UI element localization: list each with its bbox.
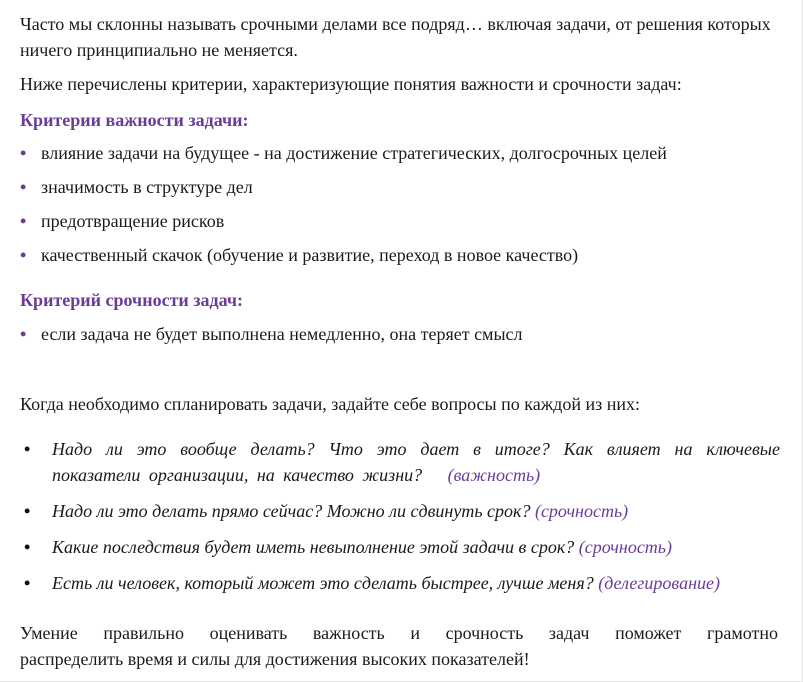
bullet-icon: • [20, 211, 27, 231]
list-item [20, 208, 667, 234]
bullet-icon: • [20, 143, 27, 163]
question-text: Какие последствия будет иметь невыполнение этой задачи в срок? [52, 537, 575, 557]
question-item [20, 534, 780, 560]
bullet-icon: • [24, 501, 31, 521]
intro-paragraph: Часто мы склонны называть срочными делами все подряд… включая задачи, от решения которых ничего принципиально не меняется. [20, 14, 771, 60]
bullet-icon: • [20, 324, 27, 344]
bullet-icon: • [20, 177, 27, 197]
list-item-text: предотвращение рисков [41, 211, 225, 231]
question-tag: (важность) [447, 465, 541, 485]
question-tag: (делегирование) [598, 573, 721, 593]
question-text: Есть ли человек, который может это сделать быстрее, лучше меня? [52, 573, 594, 593]
questions-intro-paragraph: Когда необходимо спланировать задачи, задайте себе вопросы по каждой из них: [20, 394, 640, 414]
question-text: Надо ли это вообще делать? Что это дает в итоге? Как влияет на ключевые показатели организации, на качество жизни? [52, 439, 780, 485]
question-text-wrap [52, 436, 780, 488]
question-text: Надо ли это делать прямо сейчас? Можно ли сдвинуть срок? [52, 501, 531, 521]
criteria-intro-paragraph: Ниже перечислены критерии, характеризующие понятия важности и срочности задач: [20, 74, 682, 94]
bullet-icon: • [24, 537, 31, 557]
bullet-icon: • [24, 439, 31, 459]
conclusion-line-2: распределить время и силы для достижения высоких показателей! [20, 649, 530, 669]
question-item [20, 570, 780, 596]
importance-criteria-heading: Критерии важности задачи: [20, 110, 249, 130]
list-item [20, 321, 523, 347]
conclusion-paragraph [20, 620, 778, 672]
list-item-text: качественный скачок (обучение и развитие, переход в новое качество) [41, 245, 579, 265]
question-tag: (срочность) [534, 501, 629, 521]
list-item [20, 140, 667, 166]
urgency-criteria-list [20, 321, 523, 355]
question-tag: (срочность) [578, 537, 672, 557]
list-item-text: влияние задачи на будущее - на достижение стратегических, долгосрочных целей [41, 143, 667, 163]
list-item-text: если задача не будет выполнена немедленно, она теряет смысл [41, 324, 523, 344]
list-item-text: значимость в структуре дел [41, 177, 253, 197]
list-item [20, 242, 667, 268]
bullet-icon: • [20, 245, 27, 265]
list-item [20, 174, 667, 200]
question-item [20, 498, 780, 524]
urgency-criteria-heading: Критерий срочности задач: [20, 290, 244, 310]
conclusion-line-1: Умение правильно оценивать важность и срочность задач поможет грамотно [20, 623, 778, 643]
importance-criteria-list [20, 140, 667, 276]
questions-list [20, 436, 780, 606]
question-item [20, 436, 780, 488]
bullet-icon: • [24, 573, 31, 593]
